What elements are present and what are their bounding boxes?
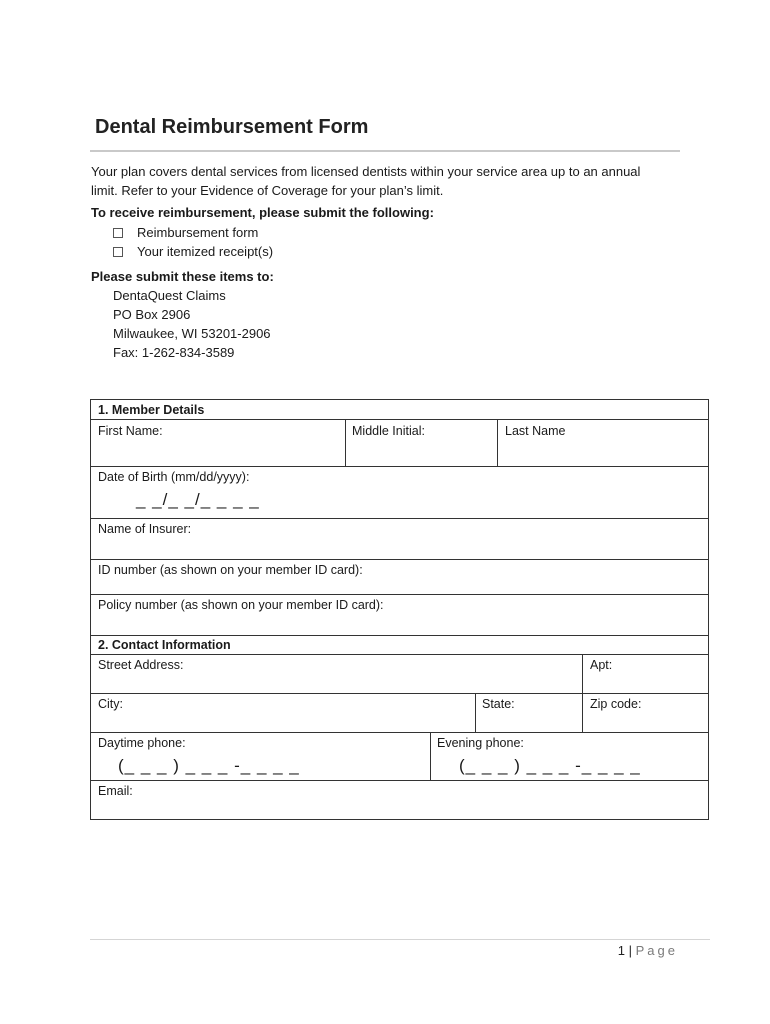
street-address-field[interactable]: Street Address: [98,658,184,672]
state-field[interactable]: State: [482,697,515,711]
address-line-3: Milwaukee, WI 53201-2906 [113,326,271,341]
checkbox-icon[interactable] [113,228,123,238]
id-number-field[interactable]: ID number (as shown on your member ID card): [98,563,363,577]
city-field[interactable]: City: [98,697,123,711]
page-footer [618,943,678,958]
intro-line-1: Your plan covers dental services from licensed dentists within your service area up to an annual [91,164,641,179]
title-divider [90,150,680,152]
date-of-birth-field[interactable]: Date of Birth (mm/dd/yyyy): [98,470,250,484]
intro-paragraph [91,162,691,200]
contact-information-heading: 2. Contact Information [98,638,231,652]
address-line-1: DentaQuest Claims [113,288,226,303]
page-number: 1 [617,943,625,958]
daytime-phone-blank: (_ _ _ ) _ _ _ -_ _ _ _ [118,756,300,775]
page-word: Page [635,943,678,958]
checkbox-icon[interactable] [113,247,123,257]
address-heading: Please submit these items to: [91,269,274,284]
page-separator: | [628,943,632,958]
footer-divider [90,939,710,940]
first-name-field[interactable]: First Name: [98,424,163,438]
submit-heading: To receive reimbursement, please submit the following: [91,205,434,220]
page-title: Dental Reimbursement Form [95,116,369,138]
date-of-birth-blank: _ _/_ _/_ _ _ _ [136,490,260,509]
last-name-field[interactable]: Last Name [505,424,566,438]
insurer-name-field[interactable]: Name of Insurer: [98,522,192,536]
address-line-2: PO Box 2906 [113,307,191,322]
apt-field[interactable]: Apt: [590,658,613,672]
daytime-phone-field[interactable]: Daytime phone: [98,736,186,750]
middle-initial-field[interactable]: Middle Initial: [352,424,425,438]
evening-phone-blank: (_ _ _ ) _ _ _ -_ _ _ _ [459,756,641,775]
member-details-heading: 1. Member Details [98,403,205,417]
checklist-item-label: Reimbursement form [137,225,259,240]
zip-code-field[interactable]: Zip code: [590,697,642,711]
checklist-item-reimbursement-form [113,225,258,240]
address-line-4: Fax: 1-262-834-3589 [113,345,235,360]
checklist-item-itemized-receipt [113,244,273,259]
checklist-item-label: Your itemized receipt(s) [137,244,274,259]
email-field[interactable]: Email: [98,784,133,798]
evening-phone-field[interactable]: Evening phone: [437,736,524,750]
intro-line-2: limit. Refer to your Evidence of Coverage for your plan’s limit. [91,183,444,198]
policy-number-field[interactable]: Policy number (as shown on your member ID card): [98,598,384,612]
